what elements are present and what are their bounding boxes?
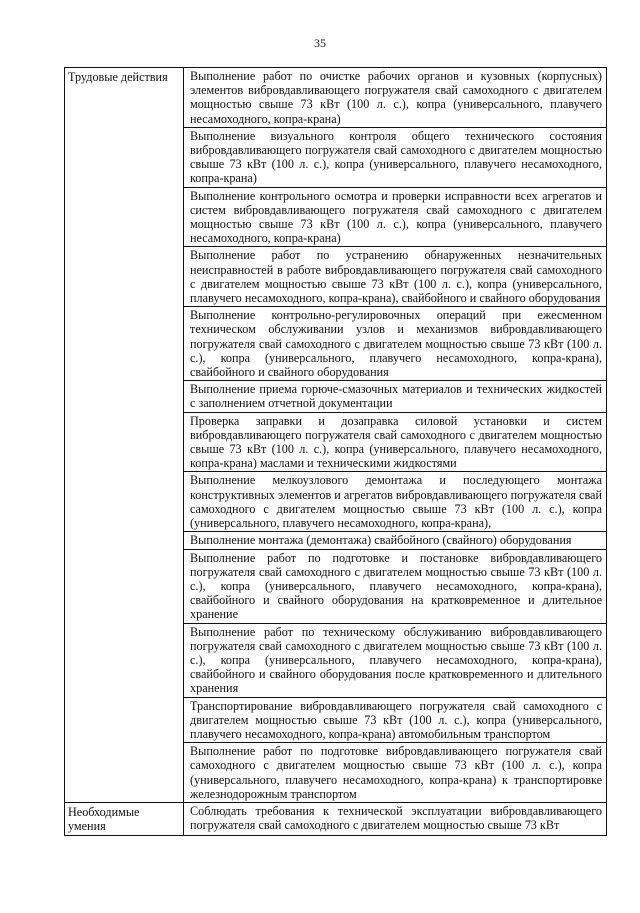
table-cell: Выполнение приема горюче-смазочных материалов и технических жидкостей с заполнением отчетной документации (184, 381, 607, 412)
section-label: Необходимые умения (65, 802, 184, 835)
table-cell: Проверка заправки и дозаправка силовой установки и систем вибровдавливающего погружателя свай самоходного с двигателем мощностью свыше 73 кВт (100 л. с.), копра (универсального, плавучего несамоходного, копра-крана) маслами и техническими жидкостями (184, 412, 607, 472)
page-number: 35 (314, 36, 326, 50)
table-cell: Выполнение мелкоузлового демонтажа и последующего монтажа конструктивных элементов и агрегатов вибровдавливающего погружателя свай самоходного с двигателем мощностью свыше 73 кВт (100 л. с.), копра (универсального, плавучего несамоходного, копра-крана), (184, 472, 607, 532)
table-row (65, 68, 607, 128)
table-cell: Выполнение работ по подготовке и постановке вибровдавливающего погружателя свай самоходного с двигателем мощностью свыше 73 кВт (100 л. с.), копра (универсального, плавучего несамоходного, копра-крана), свайбойного и свайного оборудования на кратковременное и длительное хранение (184, 549, 607, 623)
table-cell: Выполнение визуального контроля общего технического состояния вибровдавливающего погружателя свай самоходного с двигателем мощностью свыше 73 кВт (100 л. с.), копра (универсального, плавучего несамоходного, копра-крана) (184, 127, 607, 187)
table-cell: Выполнение работ по очистке рабочих органов и кузовных (корпусных) элементов вибровдавливающего погружателя свай самоходного с двигателем мощностью свыше 73 кВт (100 л. с.), копра (универсального, плавучего несамоходного, копра-крана) (184, 68, 607, 128)
table-cell: Выполнение контрольно-регулировочных операций при ежесменном техническом обслуживании узлов и механизмов вибровдавливающего погружателя свай самоходного с двигателем мощностью свыше 73 кВт (100 л. с.), копра (универсального, плавучего несамоходного, копра-крана), свайбойного и свайного оборудования (184, 307, 607, 381)
section-label: Трудовые действия (65, 68, 184, 803)
table-cell: Выполнение работ по устранению обнаруженных незначительных неисправностей в работе вибровдавливающего погружателя свай самоходного с двигателем мощностью свыше 73 кВт (100 л. с.), копра (универсального, плавучего несамоходного, копра-крана), свайбойного и свайного оборудования (184, 247, 607, 307)
qualification-table (64, 67, 607, 836)
table-row (65, 802, 607, 835)
table-cell: Транспортирование вибровдавливающего погружателя свай самоходного с двигателем мощностью свыше 73 кВт (100 л. с.), копра (универсального, плавучего несамоходного, копра-крана) автомобильным транспортом (184, 697, 607, 743)
table-cell: Выполнение контрольного осмотра и проверки исправности всех агрегатов и систем вибровдавливающего погружателя свай самоходного с двигателем мощностью свыше 73 кВт (100 л. с.), копра (универсального, плавучего несамоходного, копра-крана) (184, 187, 607, 247)
table-cell: Выполнение работ по подготовке вибровдавливающего погружателя свай самоходного с двигателем мощностью свыше 73 кВт (100 л. с.), копра (универсального, плавучего несамоходного, копра-крана) к транспортировке железнодорожным транспортом (184, 743, 607, 803)
table-cell: Соблюдать требования к технической эксплуатации вибровдавливающего погружателя свай самоходного с двигателем мощностью свыше 73 кВт (184, 802, 607, 835)
table-cell: Выполнение монтажа (демонтажа) свайбойного (свайного) оборудования (184, 532, 607, 549)
table-cell: Выполнение работ по техническому обслуживанию вибровдавливающего погружателя свай самоходного с двигателем мощностью свыше 73 кВт (100 л. с.), копра (универсального, плавучего несамоходного, копра-крана), свайбойного и свайного оборудования после кратковременного и длительного хранения (184, 623, 607, 697)
